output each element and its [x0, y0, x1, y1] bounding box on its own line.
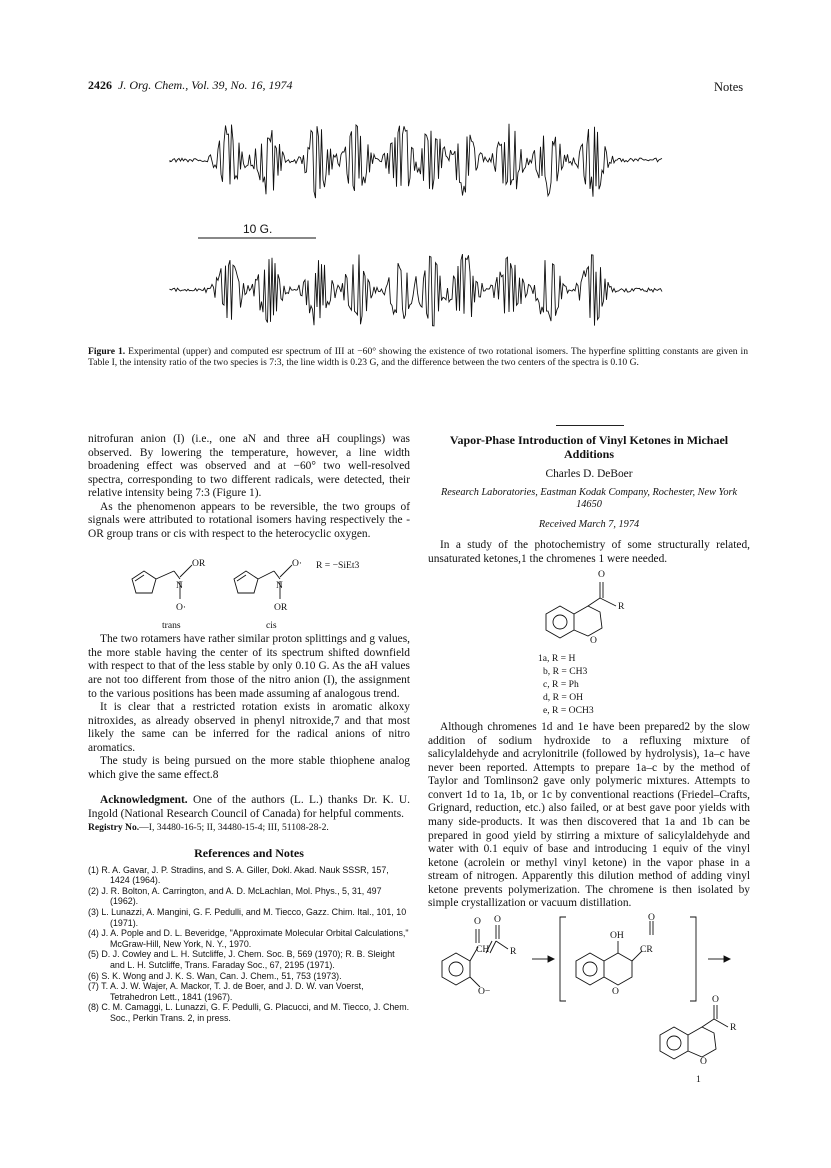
caption-label: Figure 1. [88, 346, 126, 357]
reference-item: (3) L. Lunazzi, A. Mangini, G. F. Pedulli, and M. Tiecco, Gazz. Chim. Ital., 101, 10 (1971). [88, 906, 407, 928]
esr-spectrum-figure [0, 0, 831, 345]
article-separator [556, 425, 624, 426]
reference-list [88, 865, 410, 1024]
vinyl-ketone-r-label: R [510, 945, 517, 957]
ack-text: One of the authors (L. L.) thanks Dr. K. U. Ingold (National Research Council of Canada) for helpful comments. [88, 794, 410, 820]
compound-list [538, 652, 594, 717]
registry-label: Registry No. [88, 822, 140, 834]
left-column [88, 433, 410, 1023]
phenoxide-label: O− [478, 985, 491, 997]
trans-o-label: O· [176, 602, 187, 614]
intermediate-o-label: O [648, 911, 655, 923]
reference-item: (1) R. A. Gavar, J. P. Stradins, and S. A. Giller, Dokl. Akad. Nauk SSSR, 157, 1424 (1964). [88, 864, 389, 886]
paragraph: In a study of the photochemistry of some structurally related, unsaturated ketones,1 the chromenes 1 were needed. [428, 539, 750, 565]
experimental-spectrum-trace [170, 124, 662, 198]
cr-label: CR [640, 943, 653, 955]
compound-entry: c, R = Ph [543, 679, 579, 691]
registry-text: —I, 34480-16-5; II, 34480-15-4; III, 51108-28-2. [139, 822, 329, 834]
ack-label: Acknowledgment. [100, 794, 188, 807]
compound-entry: d, R = OH [543, 692, 584, 704]
journal-citation: J. Org. Chem., Vol. 39, No. 16, 1974 [118, 78, 293, 92]
carbonyl-o-label: O [598, 569, 605, 581]
reference-item: (7) T. A. J. W. Wajer, A. Mackor, T. J. de Boer, and J. D. W. van Voerst, Tetrahedron Lett., 1841 (1967). [88, 981, 364, 1002]
r-definition: R = −SiEt3 [316, 560, 360, 572]
reaction-scheme [428, 911, 750, 1086]
caption-text: Experimental (upper) and computed esr spectrum of III at −60° showing the existence of two rotational isomers. The hyperfine splitting constants are given in Table I, the intensity ratio of the two species is 7:3, the line width is 0.23 G, and the difference between the two centers of the spectra is 0.10 G. [88, 346, 748, 369]
product-ring-o-label: O [700, 1055, 707, 1067]
reference-item: (8) C. M. Camaggi, L. Lunazzi, G. F. Pedulli, G. Placucci, and M. Tiecco, J. Chem. Soc., Perkin Trans. 2, in press. [88, 1002, 410, 1023]
affiliation: Research Laboratories, Eastman Kodak Company, Rochester, New York 14650 [440, 486, 738, 511]
r-label: R [618, 601, 625, 613]
ring-o-label: O [590, 635, 597, 647]
paragraph: nitrofuran anion (I) (i.e., one aN and three aH couplings) was observed. By lowering the temperature, however, a line width broadening effect was observed and at −60° two well-resolved spectra, corresponding to two different radicals, were detected, their relative intensity being 7:3 (Figure 1). [88, 433, 410, 500]
intermediate-ring-o-label: O [612, 985, 619, 997]
product-r-label: R [730, 1021, 737, 1033]
figure-caption [88, 346, 748, 369]
cis-n-label: N [276, 580, 283, 592]
aldehyde-o-label: O [474, 915, 481, 927]
cis-label: cis [266, 620, 277, 632]
author: Charles D. DeBoer [545, 468, 633, 480]
reference-item: (4) J. A. Pople and D. L. Beveridge, "Approximate Molecular Orbital Calculations," McGraw-Hill, New York, N. Y., 1970. [88, 928, 409, 949]
chromene-structure [428, 566, 750, 721]
scale-bar-label: 10 G. [243, 222, 273, 236]
paragraph: The study is being pursued on the more stable thiophene analog which give the same effect.8 [88, 755, 410, 781]
trans-n-label: N [176, 580, 183, 592]
computed-spectrum-trace [170, 254, 662, 326]
section-name: Notes [714, 80, 744, 94]
paragraph: The two rotamers have rather similar proton splittings and g values, the more stable having the center of its spectrum shifted downfield with respect to that of the less stable by only 0.10 G. As the aH values are not too different from those of the nitro anion (I), the assignment to the various positions has been made assuming af analogous trend. [88, 633, 410, 700]
received-date: Received March 7, 1974 [538, 518, 640, 530]
page-number: 2426 [88, 78, 112, 92]
compound-entry: 1a, R = H [538, 653, 576, 665]
article-title: Vapor-Phase Introduction of Vinyl Ketones in Michael Additions [449, 433, 729, 461]
paragraph: Although chromenes 1d and 1e have been prepared2 by the slow addition of sodium hydroxide to a refluxing mixture of salicylaldehyde and acrylonitrile (followed by hydrolysis), 1a–c have never been reported. Attempts to prepare 1a–c by the method of Taylor and Tomlinson2 gave only polymeric mixtures. Attempts to convert 1d to 1a, 1b, or 1c by conventional reactions (Friedel–Crafts, Grignard, reduction, etc.) also failed, or at best gave poor yields with many side-products. It was then discovered that 1a and 1b can be prepared in good yield by stirring a mixture of salicylaldehyde and water with 0.1 equiv of base and introducing 1 equiv of the vinyl ketone (acrolein or methyl vinyl ketone) in the vapor phase in a stream of nitrogen. Apparently this dilution method of adding vinyl ketone prevents polymerization. The chromene is then isolated by simple crystallization or vacuum distillation. [428, 721, 750, 910]
trans-or-label: OR [192, 558, 206, 570]
cis-o-label: O· [292, 558, 303, 570]
oh-label: OH [610, 929, 624, 941]
product-o-label: O [712, 993, 719, 1005]
rotamer-structures [88, 541, 410, 633]
furan-nitroxide-drawings [88, 541, 410, 633]
acknowledgment [88, 794, 410, 821]
references-title: References and Notes [194, 846, 304, 861]
reference-item: (5) D. J. Cowley and L. H. Sutcliffe, J. Chem. Soc. B, 569 (1970); R. B. Sleight and L. H. Sutcliffe, Trans. Faraday Soc., 67, 2195 (1971). [88, 949, 395, 970]
paragraph: As the phenomenon appears to be reversible, the two groups of signals were attributed to rotational isomers having respectively the -OR group trans or cis with respect to the heterocyclic oxygen. [88, 500, 410, 540]
reference-item: (2) J. R. Bolton, A. Carrington, and A. D. McLachlan, Mol. Phys., 5, 31, 497 (1962). [88, 885, 382, 907]
compound-entry: b, R = CH3 [543, 666, 588, 678]
vinyl-ketone-o-label: O [494, 913, 501, 925]
right-column [428, 433, 750, 1086]
compound-number: 1 [696, 1073, 701, 1085]
cis-or-label: OR [274, 602, 288, 614]
reference-item: (6) S. K. Wong and J. K. S. Wan, Can. J. Chem., 51, 753 (1973). [88, 970, 342, 981]
trans-label: trans [162, 620, 181, 632]
ch-label: CH [476, 943, 490, 955]
registry-numbers [88, 821, 410, 835]
compound-entry: e, R = OCH3 [543, 705, 594, 717]
paragraph: It is clear that a restricted rotation exists in aromatic alkoxy nitroxides, as already observed in phenyl nitroxide,7 and that most likely the same can be inferred for the radical anions of nitro aromatics. [88, 701, 410, 754]
